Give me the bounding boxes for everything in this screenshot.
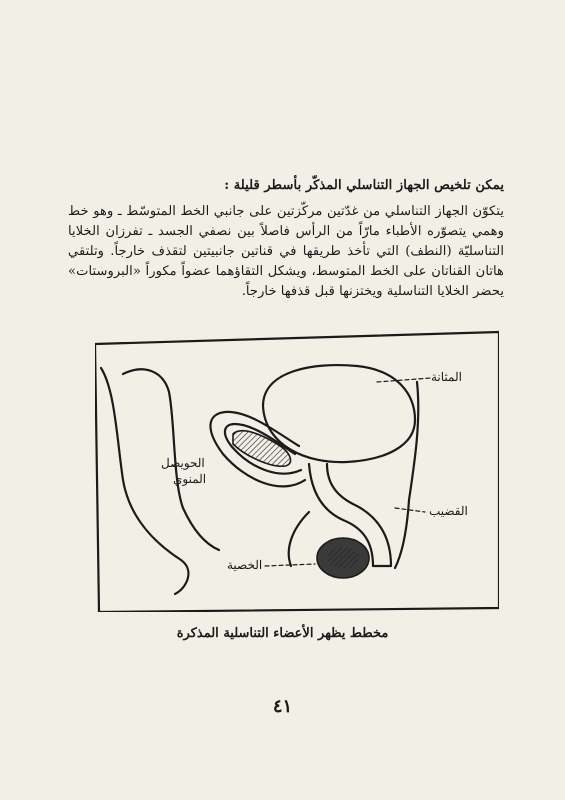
figure-caption: مخطط يظهر الأعضاء التناسلية المذكرة [176, 626, 389, 641]
penis-pointer [395, 508, 425, 512]
label-testicle: الخصية [227, 558, 263, 572]
reproductive-diagram [95, 330, 499, 612]
testicle-shading [327, 547, 359, 569]
spermatic-duct [289, 512, 309, 566]
intro-heading: يمكن تلخيص الجهاز التناسلي المذكّر بأسطر قليلة : [224, 178, 504, 193]
text-block [68, 176, 504, 302]
label-seminal-vesicle-2: المنوي [173, 472, 207, 486]
label-bladder: المثانة [431, 370, 462, 384]
label-seminal-vesicle-1: الحويصل [161, 456, 205, 470]
bladder-pointer [377, 378, 431, 382]
label-penis: القضيب [429, 504, 468, 518]
page-number: ٤١ [272, 696, 293, 717]
body-paragraph: يتكوّن الجهاز التناسلي من غدّتين مركّزتين على جانبي الخط المتوسّط ـ وهو خط وهمي يتصوّره الأطباء مارّاً من الرأس فاصلاً بين نصفي الجسد ـ تفرزان الخلايا التناسليّة (النطف) التي تأخذ طريقها في قناتين جانبيتين لتقذف خارجاً. وتلتقي هاتان القناتان على الخط المتوسط، ويشكل التقاؤهما عضواً مكوراً «البروستات» يحضر الخلايا التناسلية ويختزنها قبل قذفها خارجاً. [68, 204, 504, 299]
